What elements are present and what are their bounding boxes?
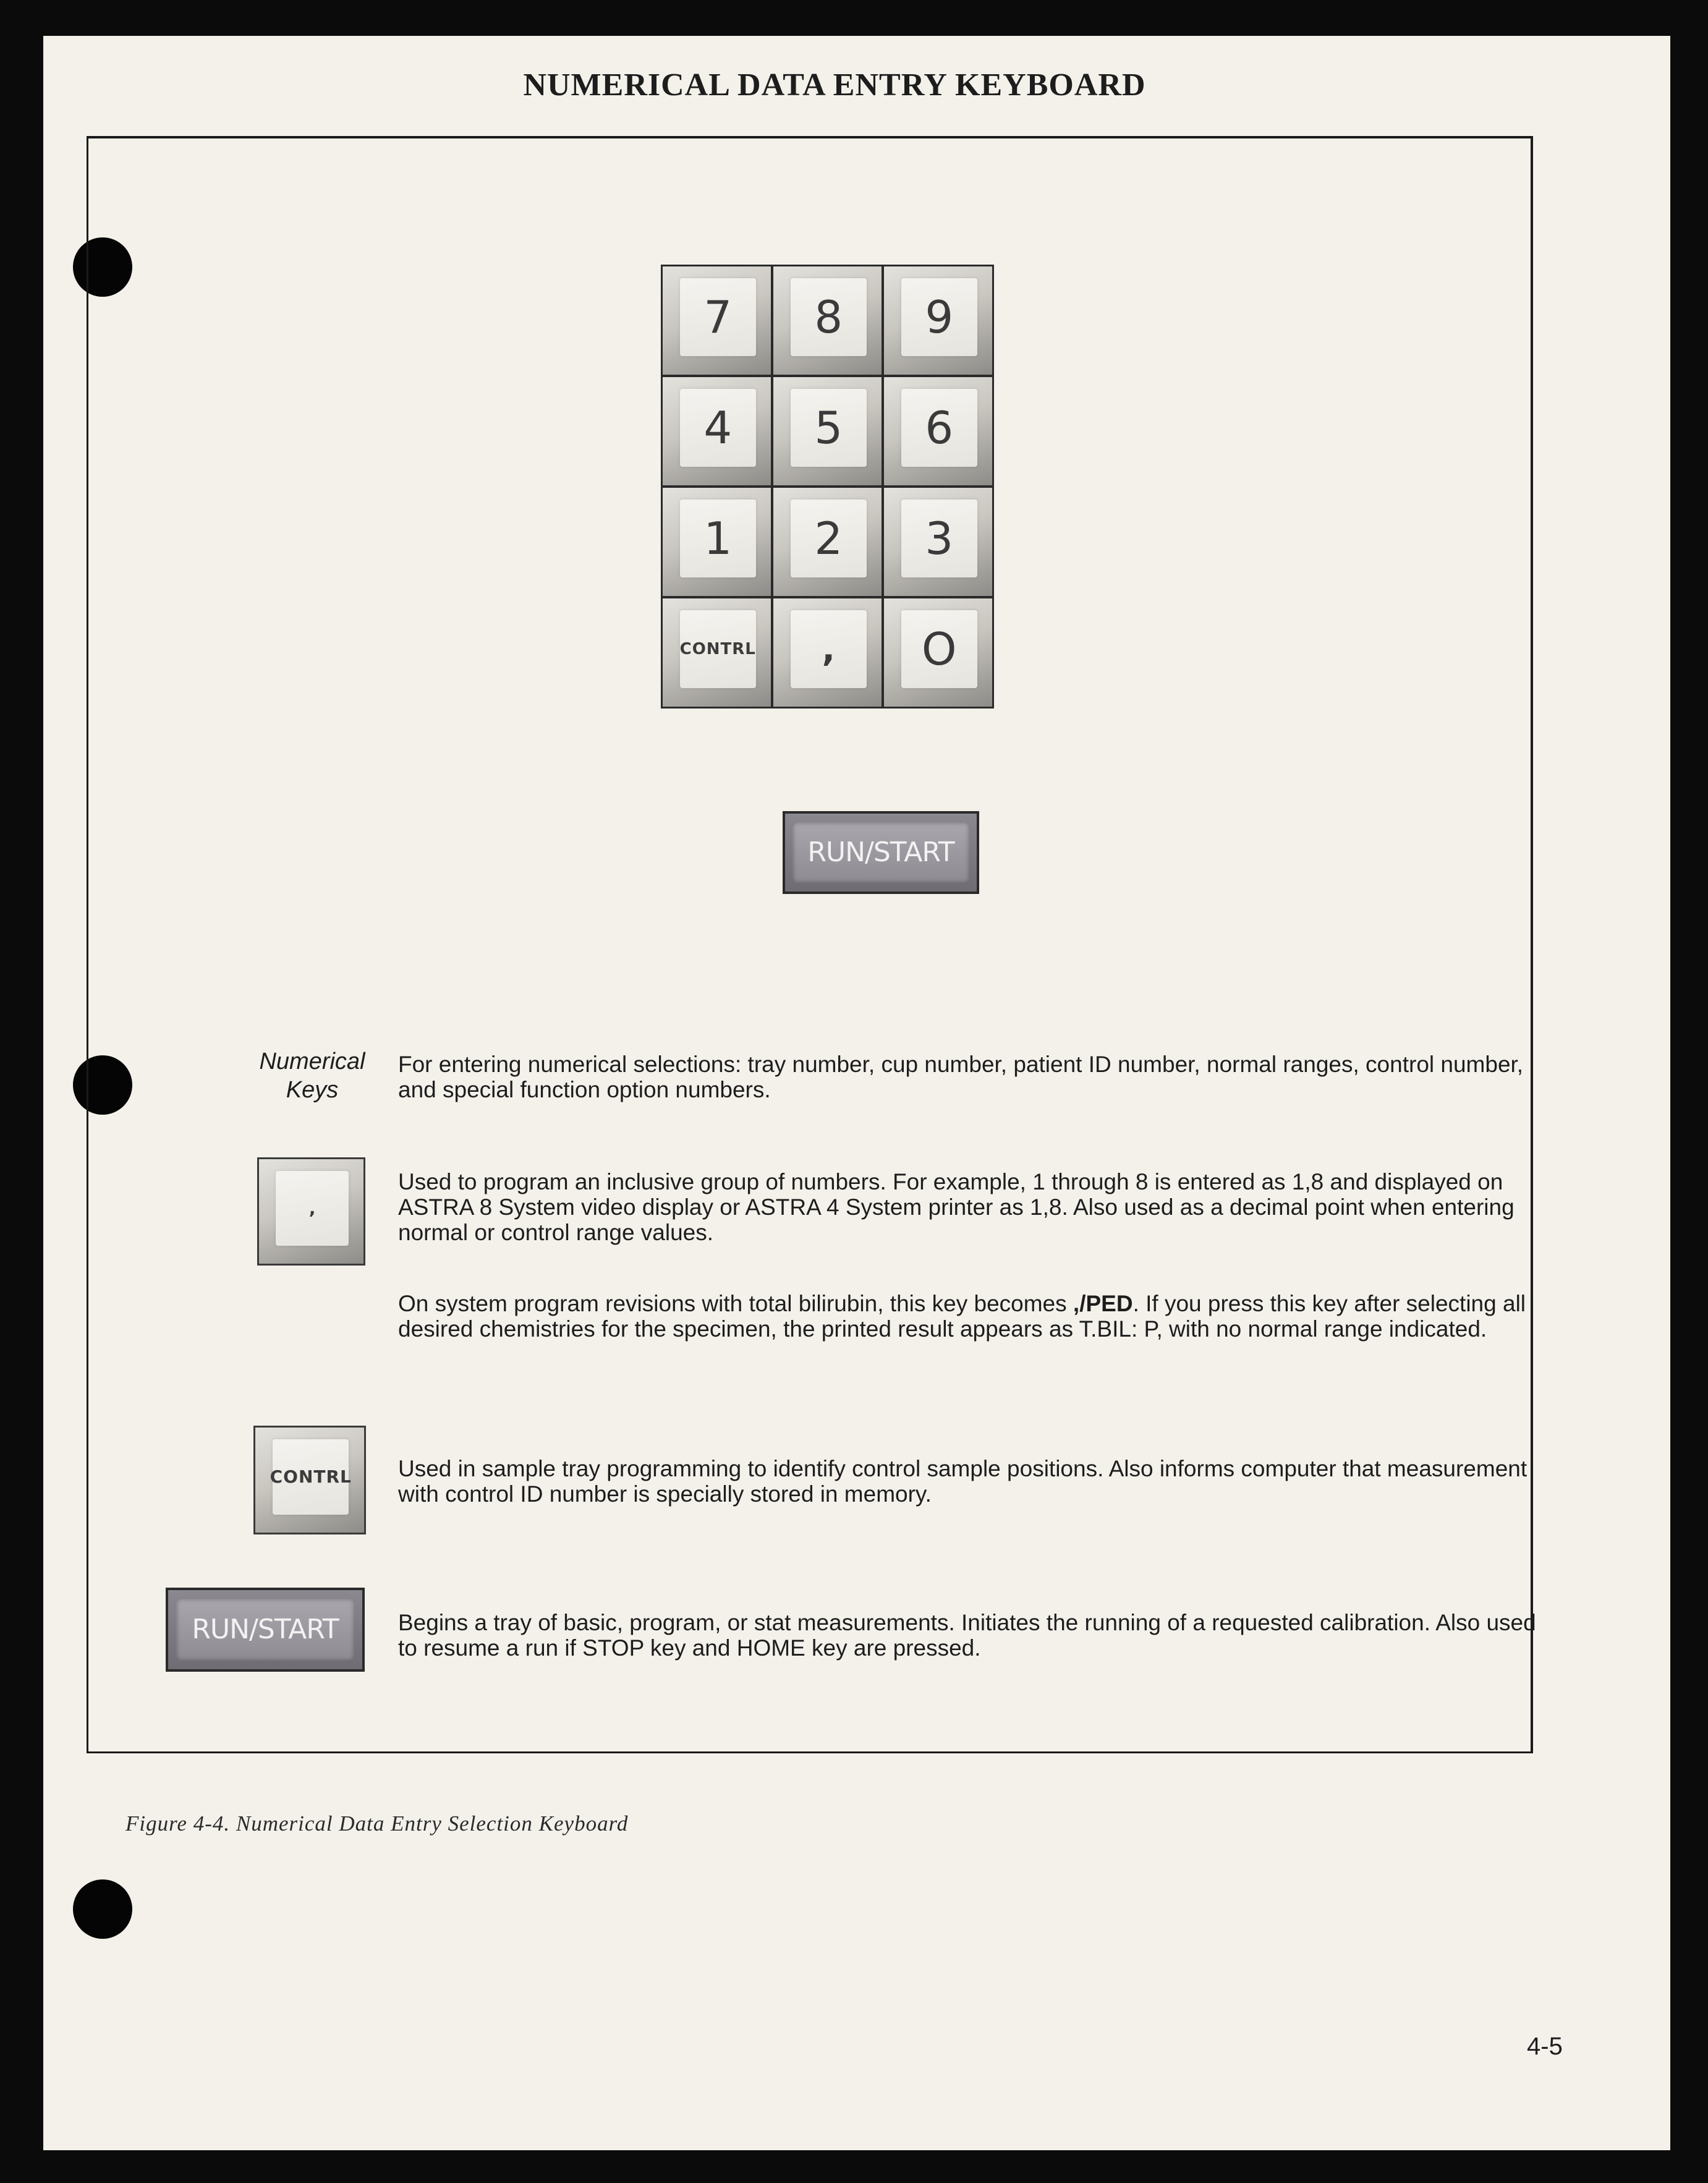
comma-key-label: , [276, 1171, 349, 1246]
numeric-keypad [661, 265, 994, 709]
key-7[interactable] [663, 266, 771, 375]
key-0[interactable] [884, 598, 992, 707]
page-number: 4-5 [1527, 2033, 1563, 2060]
key-1[interactable] [663, 488, 771, 596]
ped-note-after: . If you press this key after selecting all desired chemistries for the specimen, the printed result appears as T.BIL: P, with no normal range indicated. [398, 1291, 1526, 1342]
key-label: 1 [680, 500, 756, 577]
key-label: 2 [791, 500, 867, 577]
comma-key-illustration [257, 1157, 365, 1266]
figure-caption: Figure 4-4. Numerical Data Entry Selection Keyboard [125, 1811, 629, 1836]
run-start-button[interactable] [783, 811, 979, 894]
key-5[interactable] [773, 377, 882, 485]
key-label: 5 [791, 389, 867, 467]
numerical-keys-label-line1: Numerical [259, 1049, 365, 1074]
key-label: 6 [901, 389, 977, 467]
key-4[interactable] [663, 377, 771, 485]
key-label: 4 [680, 389, 756, 467]
key-contrl[interactable] [663, 598, 771, 707]
page-title: NUMERICAL DATA ENTRY KEYBOARD [523, 67, 1146, 103]
ped-note-before: On system program revisions with total bilirubin, this key becomes [398, 1291, 1073, 1316]
run-start-label: RUN/START [792, 822, 969, 883]
ped-key-name: ,/PED [1073, 1291, 1133, 1316]
key-label: O [901, 610, 977, 688]
comma-key-description: Used to program an inclusive group of numbers. For example, 1 through 8 is entered as 1,8 and displayed on ASTRA 8 System video display or ASTRA 4 System printer as 1,8. Also used as a decimal point when entering normal or control range values. [398, 1169, 1515, 1245]
numerical-keys-label-line2: Keys [286, 1077, 339, 1103]
key-8[interactable] [773, 266, 882, 375]
binder-hole-bottom [73, 1879, 132, 1939]
key-comma[interactable] [773, 598, 882, 707]
contrl-key-description: Used in sample tray programming to identify control sample positions. Also informs computer that measurement with control ID number is specially stored in memory. [398, 1456, 1527, 1507]
contrl-key-label: CONTRL [273, 1439, 349, 1515]
key-label: 3 [901, 500, 977, 577]
contrl-key-illustration [253, 1426, 366, 1534]
key-2[interactable] [773, 488, 882, 596]
numerical-keys-label [235, 1047, 389, 1104]
comma-key-ped-note [398, 1291, 1548, 1342]
key-3[interactable] [884, 488, 992, 596]
key-9[interactable] [884, 266, 992, 375]
run-start-key-illustration [166, 1588, 365, 1672]
key-label: 9 [901, 278, 977, 356]
key-label: 8 [791, 278, 867, 356]
run-start-key-label: RUN/START [176, 1599, 355, 1661]
key-label: 7 [680, 278, 756, 356]
numerical-keys-description: For entering numerical selections: tray number, cup number, patient ID number, normal ranges, control number, and special function option numbers. [398, 1052, 1524, 1102]
key-label: , [791, 610, 867, 688]
key-6[interactable] [884, 377, 992, 485]
run-start-key-description: Begins a tray of basic, program, or stat measurements. Initiates the running of a requested calibration. Also used to resume a run if STOP key and HOME key are pressed. [398, 1610, 1536, 1661]
key-label: CONTRL [680, 610, 756, 688]
